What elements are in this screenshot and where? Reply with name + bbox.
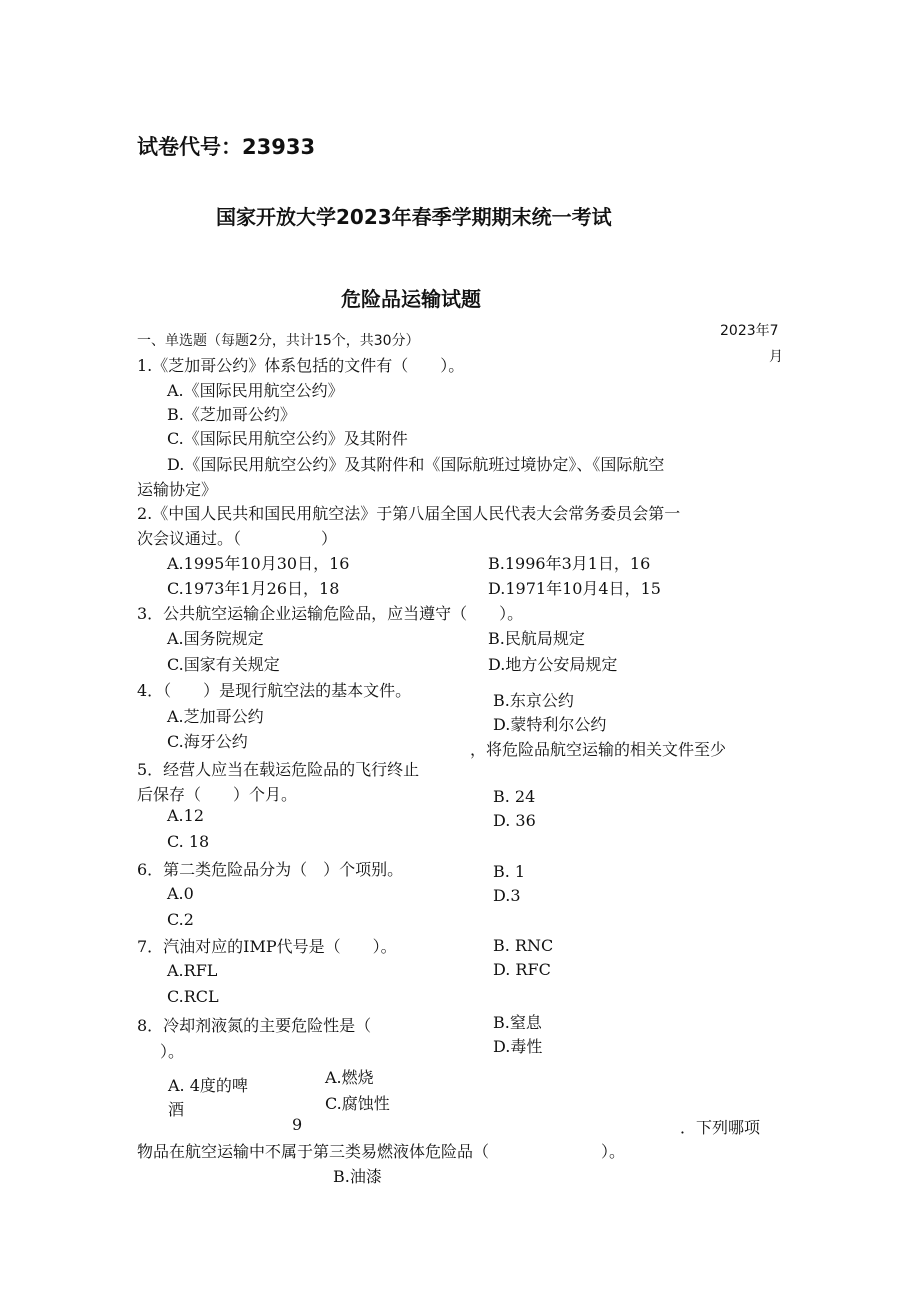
q5-option-c: C. 18: [167, 832, 210, 851]
q4-stem: 4．（ ）是现行航空法的基本文件。: [137, 681, 412, 700]
q4-option-c: C.海牙公约: [167, 732, 248, 751]
q2-option-d: D.1971年10月4日，15: [488, 579, 661, 598]
section-heading: 一、单选题（每题2分，共计15个，共30分）: [137, 333, 420, 349]
q3-option-d: D.地方公安局规定: [488, 655, 618, 674]
q7-option-b: B. RNC: [493, 936, 554, 955]
q4-option-a: A.芝加哥公约: [167, 707, 264, 726]
q5-option-a: A.12: [167, 806, 204, 825]
q9-option-a: A. 4度的啤: [168, 1076, 248, 1095]
q9-option-b: B.油漆: [333, 1167, 382, 1186]
exam-date-line1: 2023年7: [720, 323, 779, 339]
q3-stem: 3．公共航空运输企业运输危险品，应当遵守（ ）。: [137, 604, 524, 623]
q5-stem-cont: 后保存（ ）个月。: [137, 785, 298, 804]
q6-option-d: D.3: [493, 886, 521, 905]
q7-option-a: A.RFL: [167, 961, 218, 980]
q4-option-b: B.东京公约: [493, 691, 574, 710]
q1-option-d-cont: 运输协定》: [137, 480, 218, 499]
q5-option-d: D. 36: [493, 811, 536, 830]
q8-stem-cont: ）。: [160, 1042, 185, 1061]
q1-option-d: D.《国际民用航空公约》及其附件和《国际航班过境协定》、《国际航空: [167, 455, 665, 474]
exam-code: 试卷代号：23933: [137, 135, 316, 159]
exam-subtitle: 危险品运输试题: [341, 287, 481, 311]
q2-option-c: C.1973年1月26日，18: [167, 579, 340, 598]
q6-stem: 6．第二类危险品分为（ ）个项别。: [137, 860, 404, 879]
q7-stem: 7．汽油对应的IMP代号是（ ）。: [137, 937, 397, 956]
q5-option-b: B. 24: [493, 787, 536, 806]
q8-stem: 8．冷却剂液氮的主要危险性是（: [137, 1016, 372, 1035]
q9-option-a-cont: 酒: [168, 1100, 185, 1119]
q3-option-a: A.国务院规定: [167, 629, 264, 648]
q7-option-d: D. RFC: [493, 960, 551, 979]
q9-number: 9: [292, 1115, 303, 1134]
q8-option-a: A.燃烧: [325, 1068, 374, 1087]
q6-option-c: C.2: [167, 910, 194, 929]
q9-stem: 物品在航空运输中不属于第三类易燃液体危险品（ ）。: [137, 1142, 626, 1161]
q6-option-b: B. 1: [493, 862, 526, 881]
q3-option-c: C.国家有关规定: [167, 655, 280, 674]
q8-option-d: D.毒性: [493, 1037, 543, 1056]
q5-stem: 5．经营人应当在载运危险品的飞行终止: [137, 760, 420, 779]
q2-stem-cont: 次会议通过。（ ）: [137, 529, 338, 548]
q5-stem-right: ，将危险品航空运输的相关文件至少: [470, 740, 727, 759]
q9-stem-right: ．下列哪项: [680, 1118, 761, 1137]
q1-option-a: A.《国际民用航空公约》: [167, 381, 344, 400]
exam-date-line2: 月: [769, 349, 783, 365]
q1-option-c: C.《国际民用航空公约》及其附件: [167, 429, 408, 448]
q2-option-a: A.1995年10月30日，16: [167, 554, 350, 573]
q2-stem: 2.《中国人民共和国民用航空法》于第八届全国人民代表大会常务委员会第一: [137, 504, 681, 523]
q6-option-a: A.0: [167, 884, 194, 903]
q1-stem: 1.《芝加哥公约》体系包括的文件有（ ）。: [137, 356, 465, 375]
q3-option-b: B.民航局规定: [488, 629, 585, 648]
exam-title: 国家开放大学2023年春季学期期末统一考试: [216, 205, 612, 229]
q2-option-b: B.1996年3月1日，16: [488, 554, 651, 573]
q1-option-b: B.《芝加哥公约》: [167, 405, 296, 424]
q8-option-b: B.窒息: [493, 1013, 542, 1032]
q8-option-c: C.腐蚀性: [325, 1094, 390, 1113]
q4-option-d: D.蒙特利尔公约: [493, 715, 607, 734]
q7-option-c: C.RCL: [167, 987, 219, 1006]
q8-option-d-clipped: [493, 1034, 563, 1056]
